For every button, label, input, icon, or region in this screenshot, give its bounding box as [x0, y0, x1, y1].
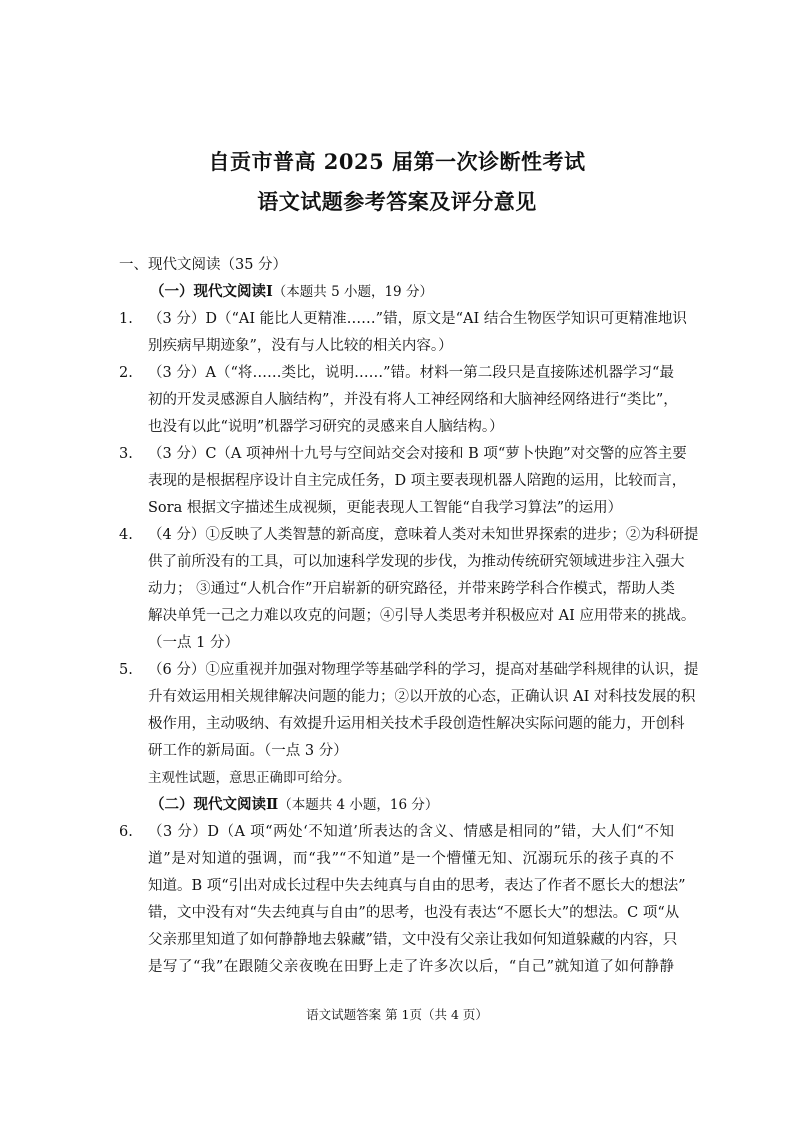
answer-line: 升有效运用相关规律解决问题的能力；②以开放的心态，正确认识 AI 对科技发展的积 — [148, 689, 696, 705]
answer-line: （一点 1 分） — [148, 635, 239, 651]
answer-line: 是写了“我”在跟随父亲夜晚在田野上走了许多次以后，“自己”就知道了如何静静 — [148, 959, 674, 975]
question-number: 3. — [119, 446, 133, 462]
answer-line: 错，文中没有对“失去纯真与自由”的思考，也没有表达“不愿长大”的想法。C 项“从 — [148, 905, 680, 921]
answer-line: 知道。B 项“引出对成长过程中失去纯真与自由的思考，表达了作者不愿长大的想法” — [148, 878, 686, 894]
question-number: 1. — [119, 311, 133, 327]
answer-line: （6 分）①应重视并加强对物理学等基础学科的学习，提高对基础学科规律的认识，提 — [148, 662, 699, 678]
answer-line: （3 分）D（A 项“两处‘不知道’所表达的含义、情感是相同的”错，大人们“不知 — [148, 824, 674, 840]
subsection-note: （本题共 4 小题，16 分） — [278, 797, 439, 813]
subsection-label: （一）现代文阅读Ⅰ — [150, 283, 273, 300]
answer-line: （3 分）C（A 项神州十九号与空间站交会对接和 B 项“萝卜快跑”对交警的应答主要 — [148, 446, 687, 462]
subsection-note: （本题共 5 小题，19 分） — [272, 284, 433, 300]
answer-line: 解决单凭一己之力难以攻克的问题；④引导人类思考并积极应对 AI 应用带来的挑战。 — [148, 608, 696, 624]
answer-line: （4 分）①反映了人类智慧的新高度，意味着人类对未知世界探索的进步；②为科研提 — [148, 527, 699, 543]
doc-subtitle: 语文试题参考答案及评分意见 — [257, 189, 537, 214]
answer-line: 动力； ③通过“人机合作”开启崭新的研究路径，并带来跨学科合作模式，帮助人类 — [148, 581, 675, 597]
answer-line: 道”是对知道的强调，而“我”“不知道”是一个懵懂无知、沉溺玩乐的孩子真的不 — [148, 851, 674, 867]
subsection-label: （二）现代文阅读Ⅱ — [150, 796, 279, 813]
subsection-heading-2 — [150, 795, 438, 815]
answer-line: （3 分）A（“将……类比，说明……”错。材料一第二段只是直接陈述机器学习“最 — [148, 365, 674, 381]
answer-line: 也没有以此“说明”机器学习研究的灵感来自人脑结构。） — [148, 419, 504, 435]
doc-title: 自贡市普高 2025 届第一次诊断性考试 — [208, 149, 586, 174]
answer-line: 研工作的新局面。（一点 3 分） — [148, 743, 348, 759]
section-heading: 一、现代文阅读（35 分） — [119, 257, 288, 273]
answer-line: 初的开发灵感源自人脑结构”，并没有将人工神经网络和大脑神经网络进行“类比”， — [148, 392, 678, 408]
scoring-remark: 主观性试题，意思正确即可给分。 — [148, 770, 351, 786]
answer-line: 极作用，主动吸纳、有效提升运用相关技术手段创造性解决实际问题的能力，开创科 — [148, 716, 685, 732]
answer-line: Sora 根据文字描述生成视频，更能表现人工智能“自我学习算法”的运用） — [148, 500, 623, 516]
page-footer: 语文试题答案 第 1页（共 4 页） — [306, 1007, 488, 1022]
question-number: 6. — [119, 824, 133, 840]
subsection-heading-1 — [150, 282, 433, 302]
answer-line: 别疾病早期迹象”，没有与人比较的相关内容。） — [148, 338, 453, 354]
question-number: 4. — [119, 527, 133, 543]
answer-line: 表现的是根据程序设计自主完成任务，D 项主要表现机器人陪跑的运用，比较而言， — [148, 473, 687, 489]
question-number: 2. — [119, 365, 133, 381]
answer-line: （3 分）D（“AI 能比人更精准……”错，原文是“AI 结合生物医学知识可更精准地识 — [148, 311, 687, 327]
answer-line: 父亲那里知道了如何静静地去躲藏”错，文中没有父亲让我如何知道躲藏的内容，只 — [148, 932, 678, 948]
answer-line: 供了前所没有的工具，可以加速科学发现的步伐，为推动传统研究领域进步注入强大 — [148, 554, 685, 570]
question-number: 5. — [119, 662, 133, 678]
